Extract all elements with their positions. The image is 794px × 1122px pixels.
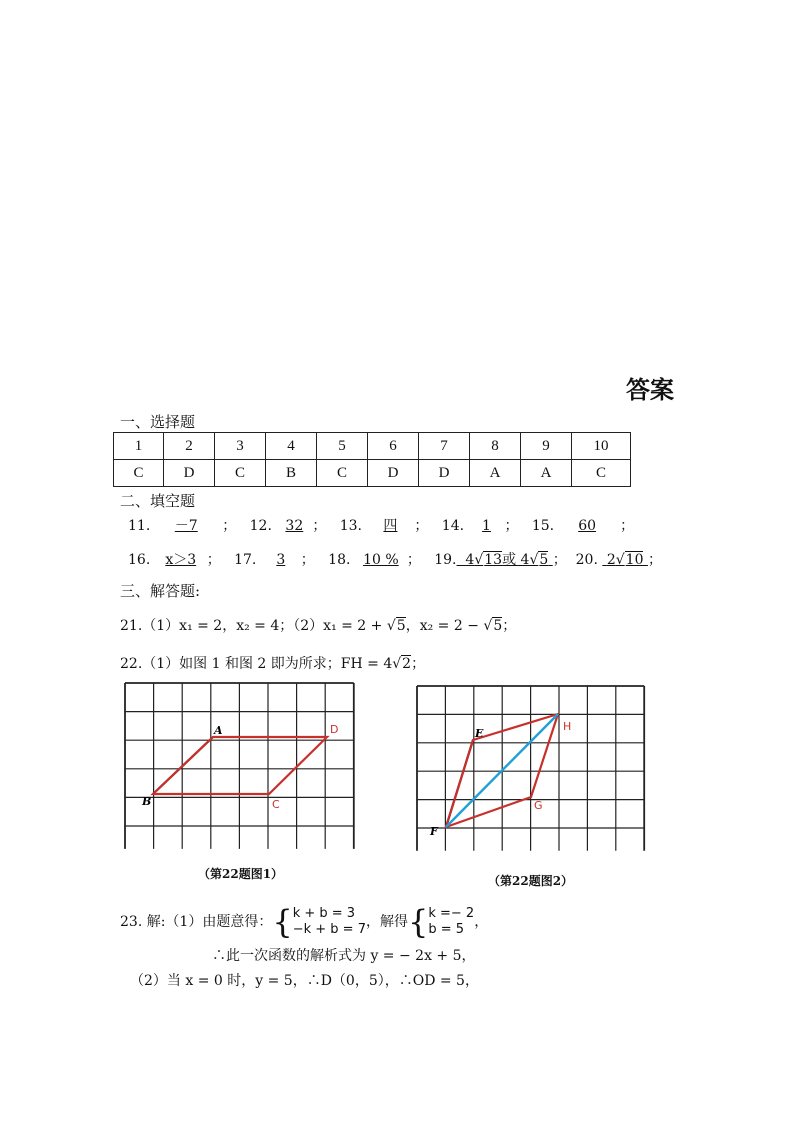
page-title: 答案 bbox=[626, 376, 674, 404]
separator: ； bbox=[504, 518, 519, 534]
table-cell: 7 bbox=[419, 433, 470, 460]
table-cell: A bbox=[521, 460, 572, 487]
table-cell: D bbox=[419, 460, 470, 487]
system-equations bbox=[293, 906, 366, 938]
q21-part3: ； bbox=[502, 618, 517, 634]
separator: ； bbox=[552, 552, 567, 568]
q15-answer: 60 bbox=[578, 518, 597, 534]
table-cell: 2 bbox=[164, 433, 215, 460]
q18-number: 18. bbox=[328, 552, 351, 568]
solution-k: k =− 2 bbox=[428, 906, 475, 921]
q18-answer: 10 % bbox=[363, 552, 399, 568]
q21-part2: ，x₂ = 2 − bbox=[405, 618, 479, 634]
q17-answer: 3 bbox=[276, 552, 286, 568]
separator: ； bbox=[620, 518, 635, 534]
q21-part1: 21.（1）x₁ = 2，x₂ = 4；（2）x₁ = 2 + bbox=[120, 618, 383, 634]
q11-answer: －7 bbox=[174, 518, 198, 534]
brace-icon: { bbox=[272, 903, 293, 941]
q12-answer: 32 bbox=[285, 518, 304, 534]
table-cell: C bbox=[317, 460, 368, 487]
grid-lines bbox=[125, 683, 354, 849]
table-cell: 1 bbox=[114, 433, 164, 460]
separator: ； bbox=[312, 518, 327, 534]
label-b: B bbox=[142, 795, 152, 808]
q16-answer: x＞3 bbox=[165, 552, 197, 568]
q14-answer: 1 bbox=[482, 518, 491, 534]
table-cell: A bbox=[470, 460, 521, 487]
q22-text: 22.（1）如图 1 和图 2 即为所求；FH = 4 bbox=[120, 656, 393, 672]
section-solve-heading: 三、解答题: bbox=[120, 582, 201, 600]
label-c: C bbox=[272, 798, 280, 811]
table-cell: C bbox=[114, 460, 164, 487]
q23-line-3: （2）当 x = 0 时，y = 5，∴D（0，5），∴OD = 5， bbox=[130, 973, 479, 989]
q20-number: 20. bbox=[575, 552, 598, 568]
grid-figure-1 bbox=[124, 682, 356, 852]
q20-radicand: 10 bbox=[625, 552, 644, 568]
table-cell: 10 bbox=[572, 433, 631, 460]
separator: ； bbox=[300, 552, 315, 568]
q19-answer: 4√13或 4√5 bbox=[465, 552, 549, 568]
q17-number: 17. bbox=[234, 552, 257, 568]
separator: ； bbox=[414, 518, 429, 534]
q23-comma: ， bbox=[474, 914, 489, 930]
q13-answer: 四 bbox=[383, 518, 398, 534]
label-d: D bbox=[330, 723, 339, 736]
label-a: A bbox=[214, 724, 223, 737]
q19-radicand-2: 5 bbox=[539, 552, 549, 568]
q21-line: 21.（1）x₁ = 2，x₂ = 4；（2）x₁ = 2 + √5，x₂ = 2 − √5； bbox=[120, 618, 517, 634]
q16-number: 16. bbox=[128, 552, 151, 568]
figure-1-caption: （第22题图1） bbox=[198, 867, 284, 881]
separator: ； bbox=[222, 518, 237, 534]
q22-line: 22.（1）如图 1 和图 2 即为所求；FH = 4√2； bbox=[120, 656, 426, 672]
table-cell: D bbox=[164, 460, 215, 487]
choice-answer-table bbox=[113, 432, 631, 487]
q11-number: 11. bbox=[128, 518, 151, 534]
q23-lead: 23. 解:（1）由题意得： bbox=[120, 914, 273, 930]
table-cell: 8 bbox=[470, 433, 521, 460]
q23-mid: ，解得 bbox=[365, 914, 408, 930]
q14-number: 14. bbox=[441, 518, 465, 534]
label-f: F bbox=[430, 825, 438, 838]
solution-b: b = 5 bbox=[428, 922, 465, 937]
q19-coef: 4 bbox=[465, 552, 475, 568]
table-cell: D bbox=[368, 460, 419, 487]
separator: ； bbox=[406, 552, 421, 568]
q12-number: 12. bbox=[249, 518, 272, 534]
table-cell: C bbox=[572, 460, 631, 487]
q13-number: 13. bbox=[339, 518, 362, 534]
q19-radicand-1: 13 bbox=[484, 552, 503, 568]
table-cell: 3 bbox=[215, 433, 266, 460]
separator: ； bbox=[206, 552, 221, 568]
equation-2: −k + b = 7 bbox=[292, 922, 366, 937]
label-e: E bbox=[475, 727, 484, 740]
q21-radicand-2: 5 bbox=[493, 618, 503, 634]
brace-icon: { bbox=[407, 903, 429, 941]
q22-radicand: 2 bbox=[402, 656, 412, 672]
section-choice-heading: 一、选择题 bbox=[120, 413, 196, 431]
table-row-numbers bbox=[114, 433, 631, 460]
q20-coef: 2 bbox=[606, 552, 616, 568]
table-cell: C bbox=[215, 460, 266, 487]
table-cell: B bbox=[266, 460, 317, 487]
q19-number: 19. bbox=[434, 552, 457, 568]
q19-or: 或 4 bbox=[502, 552, 530, 568]
fill-row-1 bbox=[128, 515, 634, 535]
q20-answer: 2√10 bbox=[606, 552, 644, 568]
q23-line-1 bbox=[120, 903, 488, 941]
table-cell: 4 bbox=[266, 433, 317, 460]
table-cell: 9 bbox=[521, 433, 572, 460]
system-solution bbox=[428, 906, 474, 938]
figure-2-caption: （第22题图2） bbox=[488, 874, 574, 888]
q22-end: ； bbox=[411, 656, 426, 672]
fill-row-2 bbox=[128, 549, 662, 569]
table-row-answers bbox=[114, 460, 631, 487]
q21-radicand-1: 5 bbox=[396, 618, 406, 634]
label-g: G bbox=[534, 799, 543, 812]
table-cell: 6 bbox=[368, 433, 419, 460]
section-fill-heading: 二、填空题 bbox=[120, 492, 196, 510]
q15-number: 15. bbox=[531, 518, 555, 534]
table-cell: 5 bbox=[317, 433, 368, 460]
equation-1: k + b = 3 bbox=[292, 906, 356, 921]
grid-figure-2 bbox=[416, 685, 648, 855]
label-h: H bbox=[563, 720, 572, 733]
separator: ； bbox=[647, 552, 662, 568]
q23-line-2: ∴此一次函数的解析式为 y = − 2x + 5， bbox=[212, 948, 476, 964]
